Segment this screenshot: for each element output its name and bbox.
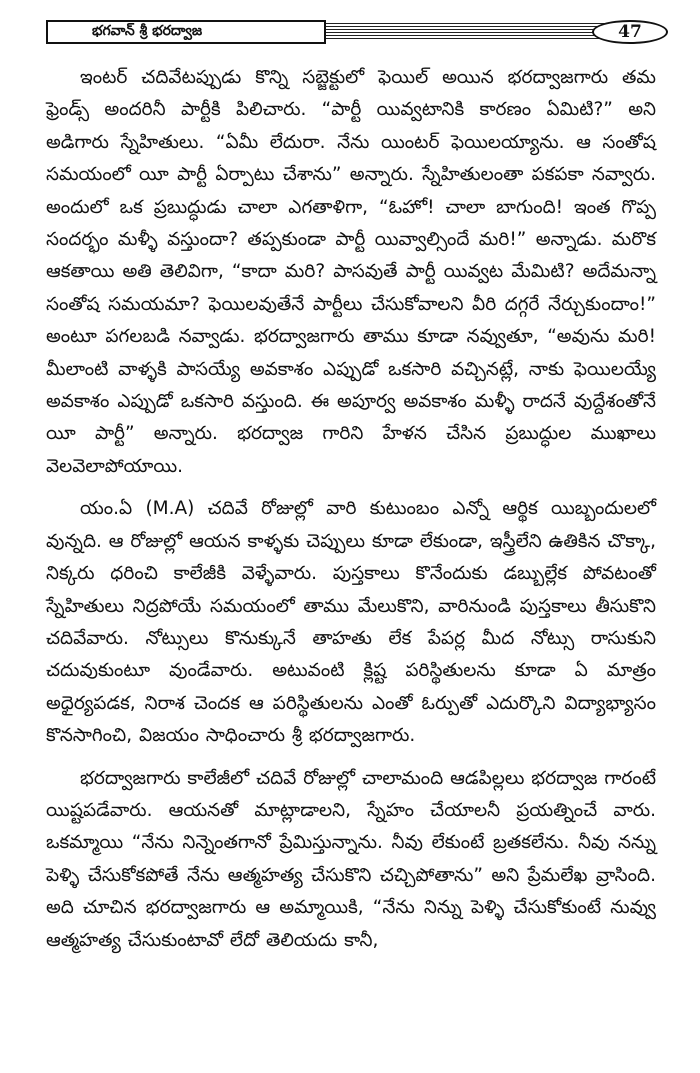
- header-rule-lines: [326, 23, 606, 41]
- page-number-oval: [592, 20, 668, 44]
- paragraph-college-letter: భరద్వాజగారు కాలేజీలో చదివే రోజుల్లో చాలామంది ఆడపిల్లలు భరద్వాజ గారంటే యిష్టపడేవారు. ఆయనతో మాట్లాడాలని, స్నేహం చేయాలనీ ప్రయత్నించే వారు. ఒకమ్మాయి “నేను నిన్నెంతగానో ప్రేమిస్తున్నాను. నీవు లేకుంటే బ్రతకలేను. నీవు నన్ను పెళ్ళి చేసుకోకపోతే నేను ఆత్మహత్య చేసుకొని చచ్చిపోతాను” అని ప్రేమలేఖ వ్రాసింది. అది చూచిన భరద్వాజగారు ఆ అమ్మాయికి, “నేను నిన్ను పెళ్ళి చేసుకోకుంటే నువ్వు ఆత్మహత్య చేసుకుంటావో లేదో తెలియదు కానీ,: [46, 767, 656, 951]
- paragraph-ma-studies: యం.ఏ (M.A) చదివే రోజుల్లో వారి కుటుంబం ఎన్నో ఆర్థిక యిబ్బందులలో వున్నది. ఆ రోజుల్లో ఆయన కాళ్ళకు చెప్పులు కూడా లేకుండా, ఇస్త్రీలేని ఉతికిన చొక్కా, నిక్కరు ధరించి కాలేజీకి వెళ్ళేవారు. పుస్తకాలు కొనేందుకు డబ్బుల్లేక పోవటంతో స్నేహితులు నిద్రపోయే సమయంలో తాము మేలుకొని, వారినుండి పుస్తకాలు తీసుకొని చదివేవారు. నోట్సులు కొనుక్కునే తాహతు లేక పేపర్ల మీద నోట్సు రాసుకుని చదువుకుంటూ వుండేవారు. అటువంటి క్లిష్ట పరిస్థితులను కూడా ఏ మాత్రం అధైర్యపడక, నిరాశ చెందక ఆ పరిస్థితులను ఎంతో ఓర్పుతో ఎదుర్కొని విద్యాభ్యాసం కొనసాగించి, విజయం సాధించారు శ్రీ భరద్వాజగారు.: [46, 498, 656, 747]
- running-header: [46, 20, 668, 46]
- paragraph-party: ఇంటర్ చదివేటప్పుడు కొన్ని సబ్జెక్టులో ఫెయిల్ అయిన భరద్వాజగారు తమ ఫ్రెండ్స్ అందరినీ పార్టీకి పిలిచారు. “పార్టీ యివ్వటానికి కారణం ఏమిటి?” అని అడిగారు స్నేహితులు. “ఏమీ లేదురా. నేను యింటర్ ఫెయిలయ్యాను. ఆ సంతోష సమయంలో యీ పార్టీ ఏర్పాటు చేశాను” అన్నారు. స్నేహితులంతా పకపకా నవ్వారు. అందులో ఒక ప్రబుద్ధుడు చాలా ఎగతాళిగా, “ఓహో! చాలా బాగుంది! ఇంత గొప్ప సందర్భం మళ్ళీ వస్తుందా? తప్పకుండా పార్టీ యివ్వాల్సిందే మరి!” అన్నాడు. మరొక ఆకతాయి అతి తెలివిగా, “కాదా మరి? పాసవుతే పార్టీ యివ్వట మేమిటి? అదేమన్నా సంతోష సమయమా? ఫెయిలవుతేనే పార్టీలు చేసుకోవాలని వీరి దగ్గరే నేర్చుకుందాం!” అంటూ పగలబడి నవ్వాడు. భరద్వాజగారు తాము కూడా నవ్వుతూ, “అవును మరి! మీలాంటి వాళ్ళకి పాసయ్యే అవకాశం ఎప్పుడో ఒకసారి వచ్చినట్లే, నాకు ఫెయిలయ్యే అవకాశం ఎప్పుడో ఒకసారి వస్తుంది. ఈ అపూర్వ అవకాశం మళ్ళీ రాదనే వుద్దేశంతోనే యీ పార్టీ” అన్నారు. భరద్వాజ గారిని హేళన చేసిన ప్రబుద్ధుల ముఖాలు వెలవెలాపోయాయి.: [46, 67, 656, 477]
- body-text: [46, 62, 656, 957]
- running-title: భగవాన్ శ్రీ భరద్వాజ: [92, 22, 203, 39]
- page-number: 47: [618, 22, 642, 42]
- running-title-box: [46, 20, 326, 44]
